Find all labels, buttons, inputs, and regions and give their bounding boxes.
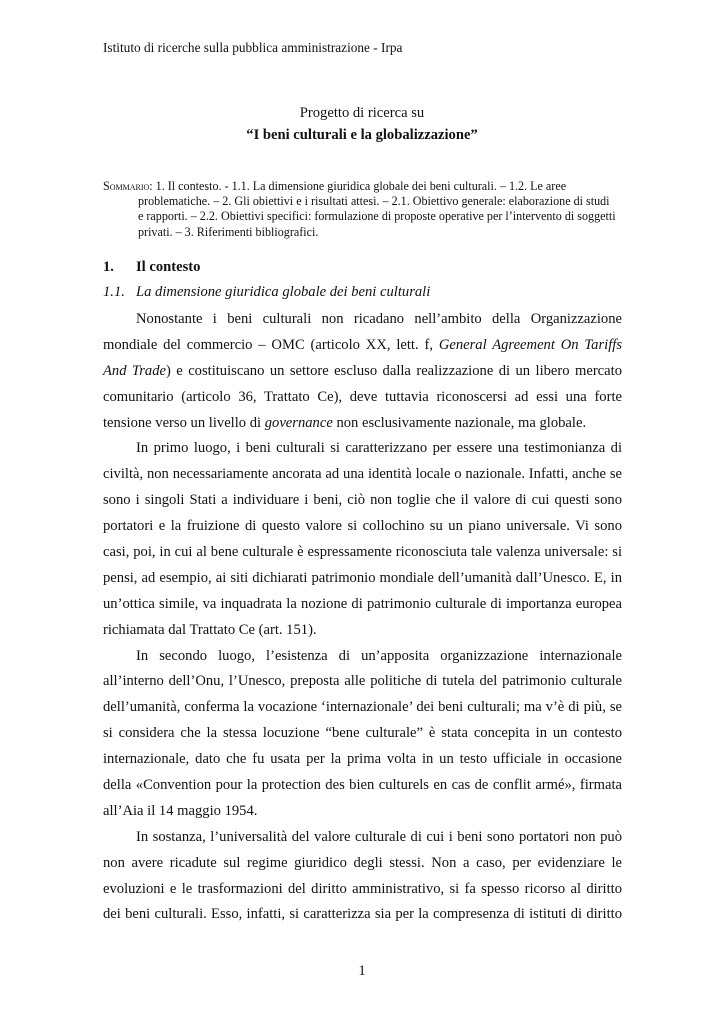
section-heading-1 bbox=[103, 259, 200, 276]
summary-line-4: privati. – 3. Riferimenti bibliografici. bbox=[138, 224, 319, 239]
text-line: civiltà, non necessariamente ancorata ad una identità locale o nazionale. Infatti, anche se bbox=[103, 466, 622, 483]
text-line: all’interno dell’Onu, l’Unesco, preposta alle politiche di tutela del patrimonio culturale bbox=[103, 673, 622, 690]
text-line: internazionale, dato che fu usata per la prima volta in un testo ufficiale in occasione bbox=[103, 751, 622, 768]
document-title-line1: Progetto di ricerca su bbox=[299, 105, 425, 121]
section-number: 1. bbox=[103, 259, 114, 275]
text-line: non avere ricadute sul regime giuridico degli stessi. Non a caso, per evidenziare le bbox=[103, 854, 622, 871]
text-line: comunitario (articolo 36, Trattato Ce), deve tuttavia riconoscersi ad essi una forte bbox=[103, 388, 622, 405]
text-line: portatori e la fruizione di questo valore si collochino su un piano universale. Vi sono bbox=[103, 518, 622, 535]
paragraph-4 bbox=[103, 825, 622, 929]
text-line: si considera che la stessa locuzione “bene culturale” è stata concepita in un contesto bbox=[103, 725, 622, 742]
summary-line-3: e rapporti. – 2.2. Obiettivi specifici: formulazione di proposte operative per l’intervento di soggetti bbox=[138, 209, 616, 224]
summary-label: Sommario bbox=[103, 179, 150, 193]
text-line: sono i singoli Stati a individuare i beni, ciò non toglie che il valore di cui questi sono bbox=[103, 492, 622, 509]
text-line: mondiale del commercio – OMC (articolo XX, lett. f, General Agreement On Tariffs bbox=[103, 336, 623, 353]
text-line: della «Convention pour la protection des bien culturels en cas de conflit armé», firmata bbox=[103, 777, 622, 794]
summary-line-1: Sommario: 1. Il contesto. - 1.1. La dimensione giuridica globale dei beni culturali. – 1.2. Le aree bbox=[103, 179, 567, 193]
summary bbox=[103, 179, 622, 240]
paragraph-3 bbox=[103, 644, 622, 825]
text-line: all’Aia il 14 maggio 1954. bbox=[103, 802, 258, 819]
text-line: dell’umanità, conferma la vocazione ‘internazionale’ dei beni culturali; ma v’è di più, se bbox=[103, 699, 622, 716]
subsection-number: 1.1. bbox=[103, 284, 125, 300]
text-line: In secondo luogo, l’esistenza di un’apposita organizzazione internazionale bbox=[136, 647, 622, 664]
text-line: tensione verso un livello di governance non esclusivamente nazionale, ma globale. bbox=[103, 414, 587, 431]
body-text bbox=[103, 307, 622, 928]
subsection-heading-1-1 bbox=[103, 284, 430, 301]
text-line: Nonostante i beni culturali non ricadano nell’ambito della Organizzazione bbox=[136, 311, 622, 327]
text-line: And Trade) e costituiscano un settore escluso dalla realizzazione di un libero mercato bbox=[103, 362, 622, 379]
subsection-title: La dimensione giuridica globale dei beni culturali bbox=[136, 284, 431, 300]
page-number: 1 bbox=[358, 963, 366, 979]
paragraph-1 bbox=[103, 307, 622, 436]
text-line: evoluzioni e le trasformazioni del diritto amministrativo, si fa spesso ricorso al diritto bbox=[103, 880, 622, 897]
running-header: Istituto di ricerche sulla pubblica amministrazione - Irpa bbox=[103, 40, 403, 55]
text-line: un’ottica simile, va inquadrata la nozione di patrimonio culturale di importanza europea bbox=[103, 595, 622, 612]
text-line: richiamata dal Trattato Ce (art. 151). bbox=[103, 621, 317, 638]
document-title-line2: “I beni culturali e la globalizzazione” bbox=[246, 127, 478, 143]
section-title: Il contesto bbox=[136, 259, 201, 275]
text-line: casi, poi, in cui al bene culturale è espressamente riconosciuta tale valenza universale: si bbox=[103, 544, 622, 561]
paragraph-2 bbox=[103, 436, 622, 643]
text-line: dei beni culturali. Esso, infatti, si caratterizza sia per la compresenza di istituti di diritto bbox=[103, 906, 622, 923]
text-line: In primo luogo, i beni culturali si caratterizzano per essere una testimonianza di bbox=[136, 440, 622, 457]
text-line: pensi, ad esempio, ai siti dichiarati patrimonio mondiale dell’umanità dall’Unesco. E, in bbox=[103, 569, 622, 586]
summary-line-2: problematiche. – 2. Gli obiettivi e i risultati attesi. – 2.1. Obiettivo generale: elaborazione di studi bbox=[138, 194, 610, 209]
text-line: In sostanza, l’universalità del valore culturale di cui i beni sono portatori non può bbox=[136, 828, 622, 845]
